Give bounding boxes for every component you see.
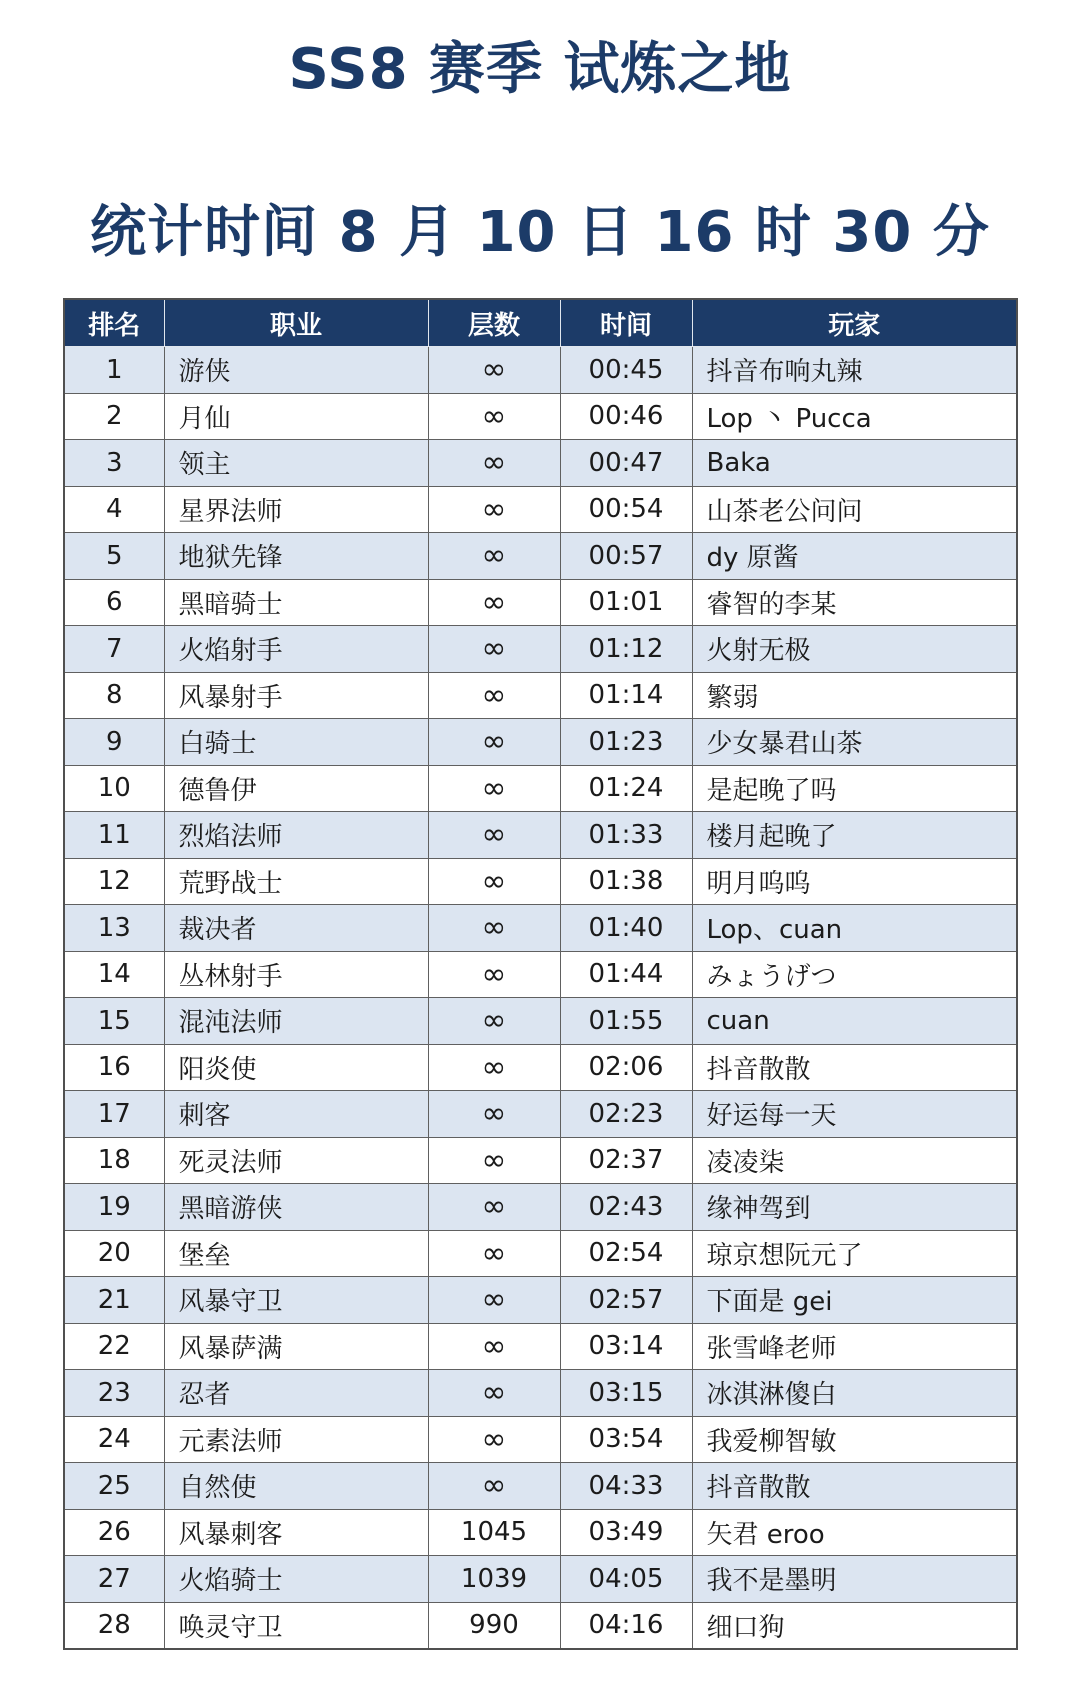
floor-cell: ∞	[428, 765, 560, 812]
time-cell: 01:12	[560, 626, 692, 673]
class-cell: 荒野战士	[164, 858, 428, 905]
table-row	[64, 1137, 1017, 1184]
floor-cell: ∞	[428, 719, 560, 766]
floor-cell: ∞	[428, 812, 560, 859]
table-body	[64, 347, 1017, 1650]
class-cell: 自然使	[164, 1463, 428, 1510]
time-cell: 00:46	[560, 393, 692, 440]
class-cell: 风暴萨满	[164, 1323, 428, 1370]
header-floor: 层数	[428, 299, 560, 347]
player-cell: 抖音散散	[692, 1463, 1017, 1510]
table-row	[64, 1277, 1017, 1324]
player-cell: 抖音布响丸辣	[692, 347, 1017, 394]
time-cell: 03:54	[560, 1416, 692, 1463]
rank-cell: 4	[64, 486, 164, 533]
class-cell: 白骑士	[164, 719, 428, 766]
time-cell: 02:37	[560, 1137, 692, 1184]
rank-cell: 22	[64, 1323, 164, 1370]
time-cell: 01:24	[560, 765, 692, 812]
player-cell: 细口狗	[692, 1602, 1017, 1649]
player-cell: 下面是 gei	[692, 1277, 1017, 1324]
class-cell: 丛林射手	[164, 951, 428, 998]
floor-cell: ∞	[428, 1137, 560, 1184]
rank-cell: 15	[64, 998, 164, 1045]
time-cell: 03:14	[560, 1323, 692, 1370]
table-row	[64, 1463, 1017, 1510]
player-cell: 抖音散散	[692, 1044, 1017, 1091]
class-cell: 风暴刺客	[164, 1509, 428, 1556]
table-header	[64, 299, 1017, 347]
time-cell: 00:54	[560, 486, 692, 533]
player-cell: 冰淇淋傻白	[692, 1370, 1017, 1417]
class-cell: 阳炎使	[164, 1044, 428, 1091]
header-rank: 排名	[64, 299, 164, 347]
class-cell: 混沌法师	[164, 998, 428, 1045]
rank-cell: 9	[64, 719, 164, 766]
player-cell: 明月呜呜	[692, 858, 1017, 905]
player-cell: 是起晚了吗	[692, 765, 1017, 812]
rank-cell: 10	[64, 765, 164, 812]
class-cell: 星界法师	[164, 486, 428, 533]
rank-cell: 28	[64, 1602, 164, 1649]
table-row	[64, 765, 1017, 812]
rank-cell: 18	[64, 1137, 164, 1184]
class-cell: 刺客	[164, 1091, 428, 1138]
time-cell: 01:38	[560, 858, 692, 905]
page-title: SS8 赛季 试炼之地	[288, 37, 792, 102]
rank-cell: 26	[64, 1509, 164, 1556]
class-cell: 黑暗游侠	[164, 1184, 428, 1231]
class-cell: 领主	[164, 440, 428, 487]
floor-cell: ∞	[428, 905, 560, 952]
rank-cell: 20	[64, 1230, 164, 1277]
player-cell: 好运每一天	[692, 1091, 1017, 1138]
player-cell: みょうげつ	[692, 951, 1017, 998]
rank-cell: 1	[64, 347, 164, 394]
player-cell: 琼京想阮元了	[692, 1230, 1017, 1277]
rank-cell: 17	[64, 1091, 164, 1138]
ranking-table	[63, 298, 1018, 1650]
rank-cell: 11	[64, 812, 164, 859]
floor-cell: ∞	[428, 1091, 560, 1138]
player-cell: Lop、cuan	[692, 905, 1017, 952]
class-cell: 黑暗骑士	[164, 579, 428, 626]
player-cell: 楼月起晚了	[692, 812, 1017, 859]
player-cell: 山茶老公问问	[692, 486, 1017, 533]
table-row	[64, 626, 1017, 673]
player-cell: 我不是墨明	[692, 1556, 1017, 1603]
time-cell: 00:45	[560, 347, 692, 394]
time-cell: 01:55	[560, 998, 692, 1045]
player-cell: 少女暴君山茶	[692, 719, 1017, 766]
floor-cell: ∞	[428, 1184, 560, 1231]
floor-cell: ∞	[428, 347, 560, 394]
class-cell: 地狱先锋	[164, 533, 428, 580]
rank-cell: 27	[64, 1556, 164, 1603]
time-cell: 02:23	[560, 1091, 692, 1138]
rank-cell: 2	[64, 393, 164, 440]
time-cell: 04:05	[560, 1556, 692, 1603]
class-cell: 忍者	[164, 1370, 428, 1417]
table-row	[64, 1091, 1017, 1138]
table-row	[64, 812, 1017, 859]
class-cell: 风暴守卫	[164, 1277, 428, 1324]
rank-cell: 6	[64, 579, 164, 626]
table-row	[64, 905, 1017, 952]
player-cell: Baka	[692, 440, 1017, 487]
floor-cell: 990	[428, 1602, 560, 1649]
table-row	[64, 719, 1017, 766]
header-time: 时间	[560, 299, 692, 347]
floor-cell: ∞	[428, 1230, 560, 1277]
header-row	[64, 299, 1017, 347]
time-cell: 00:57	[560, 533, 692, 580]
class-cell: 裁决者	[164, 905, 428, 952]
table-row	[64, 1509, 1017, 1556]
time-cell: 02:57	[560, 1277, 692, 1324]
stats-time-subtitle: 统计时间 8 月 10 日 16 时 30 分	[90, 200, 990, 265]
class-cell: 元素法师	[164, 1416, 428, 1463]
floor-cell: ∞	[428, 998, 560, 1045]
rank-cell: 21	[64, 1277, 164, 1324]
time-cell: 03:49	[560, 1509, 692, 1556]
floor-cell: ∞	[428, 533, 560, 580]
rank-cell: 7	[64, 626, 164, 673]
table-row	[64, 440, 1017, 487]
time-cell: 00:47	[560, 440, 692, 487]
table-row	[64, 1230, 1017, 1277]
table-row	[64, 1602, 1017, 1649]
rank-cell: 14	[64, 951, 164, 998]
player-cell: 张雪峰老师	[692, 1323, 1017, 1370]
floor-cell: 1039	[428, 1556, 560, 1603]
rank-cell: 25	[64, 1463, 164, 1510]
player-cell: 我爱柳智敏	[692, 1416, 1017, 1463]
table-row	[64, 858, 1017, 905]
floor-cell: ∞	[428, 1323, 560, 1370]
player-cell: Lop 丶 Pucca	[692, 393, 1017, 440]
player-cell: 火射无极	[692, 626, 1017, 673]
rank-cell: 16	[64, 1044, 164, 1091]
class-cell: 风暴射手	[164, 672, 428, 719]
player-cell: cuan	[692, 998, 1017, 1045]
table-row	[64, 1416, 1017, 1463]
floor-cell: ∞	[428, 1370, 560, 1417]
rank-cell: 24	[64, 1416, 164, 1463]
floor-cell: ∞	[428, 626, 560, 673]
floor-cell: ∞	[428, 1044, 560, 1091]
table-row	[64, 1556, 1017, 1603]
table-row	[64, 533, 1017, 580]
table-row	[64, 998, 1017, 1045]
player-cell: 缘神驾到	[692, 1184, 1017, 1231]
floor-cell: 1045	[428, 1509, 560, 1556]
class-cell: 火焰骑士	[164, 1556, 428, 1603]
time-cell: 04:16	[560, 1602, 692, 1649]
time-cell: 02:43	[560, 1184, 692, 1231]
table-row	[64, 1370, 1017, 1417]
time-cell: 01:40	[560, 905, 692, 952]
class-cell: 火焰射手	[164, 626, 428, 673]
table-row	[64, 1323, 1017, 1370]
class-cell: 烈焰法师	[164, 812, 428, 859]
player-cell: 睿智的李某	[692, 579, 1017, 626]
floor-cell: ∞	[428, 486, 560, 533]
player-cell: 凌凌柒	[692, 1137, 1017, 1184]
time-cell: 02:54	[560, 1230, 692, 1277]
time-cell: 01:01	[560, 579, 692, 626]
table-row	[64, 393, 1017, 440]
table-row	[64, 951, 1017, 998]
rank-cell: 5	[64, 533, 164, 580]
time-cell: 01:33	[560, 812, 692, 859]
class-cell: 死灵法师	[164, 1137, 428, 1184]
class-cell: 月仙	[164, 393, 428, 440]
player-cell: 矢君 eroo	[692, 1509, 1017, 1556]
time-cell: 02:06	[560, 1044, 692, 1091]
time-cell: 04:33	[560, 1463, 692, 1510]
table-row	[64, 1044, 1017, 1091]
table-row	[64, 1184, 1017, 1231]
floor-cell: ∞	[428, 1277, 560, 1324]
time-cell: 01:23	[560, 719, 692, 766]
floor-cell: ∞	[428, 672, 560, 719]
rank-cell: 8	[64, 672, 164, 719]
class-cell: 唤灵守卫	[164, 1602, 428, 1649]
rank-cell: 3	[64, 440, 164, 487]
time-cell: 01:44	[560, 951, 692, 998]
class-cell: 堡垒	[164, 1230, 428, 1277]
floor-cell: ∞	[428, 1463, 560, 1510]
header-player: 玩家	[692, 299, 1017, 347]
time-cell: 03:15	[560, 1370, 692, 1417]
floor-cell: ∞	[428, 440, 560, 487]
floor-cell: ∞	[428, 579, 560, 626]
floor-cell: ∞	[428, 1416, 560, 1463]
player-cell: 繁弱	[692, 672, 1017, 719]
class-cell: 游侠	[164, 347, 428, 394]
header-class: 职业	[164, 299, 428, 347]
class-cell: 德鲁伊	[164, 765, 428, 812]
table-row	[64, 486, 1017, 533]
floor-cell: ∞	[428, 951, 560, 998]
rank-cell: 19	[64, 1184, 164, 1231]
floor-cell: ∞	[428, 393, 560, 440]
rank-cell: 13	[64, 905, 164, 952]
table-row	[64, 347, 1017, 394]
player-cell: dy 原酱	[692, 533, 1017, 580]
ranking-table-container	[63, 298, 1016, 1650]
time-cell: 01:14	[560, 672, 692, 719]
table-row	[64, 672, 1017, 719]
rank-cell: 23	[64, 1370, 164, 1417]
floor-cell: ∞	[428, 858, 560, 905]
table-row	[64, 579, 1017, 626]
rank-cell: 12	[64, 858, 164, 905]
